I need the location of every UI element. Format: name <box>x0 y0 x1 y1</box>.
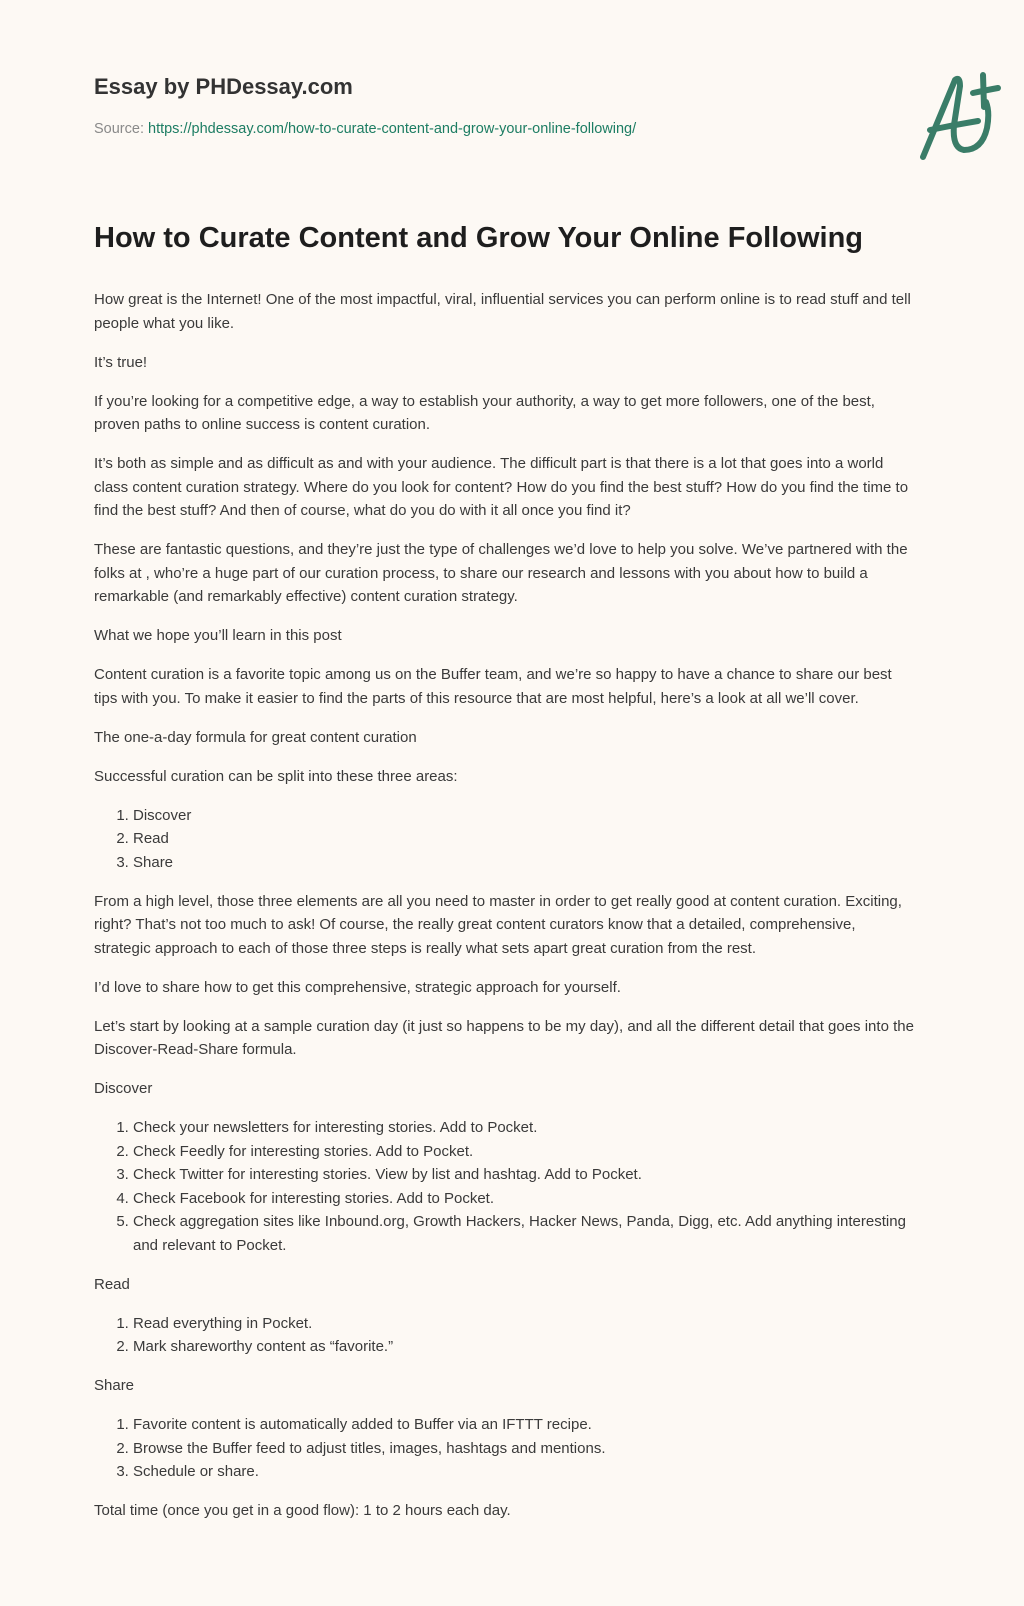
paragraph: Total time (once you get in a good flow): 1 to 2 hours each day. <box>94 1502 511 1519</box>
list-item: 1. Discover <box>133 804 916 828</box>
paragraph: How great is the Internet! One of the most impactful, viral, influential services you can perform online is to read stuff and tell people what you like. <box>94 291 911 332</box>
list-item: 4. Check Facebook for interesting stories. Add to Pocket. <box>133 1187 916 1211</box>
paragraph: Discover <box>94 1080 153 1097</box>
site-title: Essay by PHDessay.com <box>94 74 353 99</box>
list-item: 2. Check Feedly for interesting stories. Add to Pocket. <box>133 1140 916 1164</box>
numbered-list <box>94 1312 916 1359</box>
list-item: 5. Check aggregation sites like Inbound.org, Growth Hackers, Hacker News, Panda, Digg, etc. Add anything interesting and relevant to Pocket. <box>133 1210 916 1257</box>
source-label: Source: <box>94 121 148 137</box>
numbered-list <box>94 804 916 875</box>
list-item: 3. Schedule or share. <box>133 1460 916 1484</box>
list-item: 3. Check Twitter for interesting stories. View by list and hashtag. Add to Pocket. <box>133 1163 916 1187</box>
list-item: 1. Check your newsletters for interesting stories. Add to Pocket. <box>133 1116 916 1140</box>
list-item: 3. Share <box>133 851 916 875</box>
paragraph: I’d love to share how to get this comprehensive, strategic approach for yourself. <box>94 978 621 996</box>
paragraph: These are fantastic questions, and they’re just the type of challenges we’d love to help you solve. We’ve partnered with the folks at , who’re a huge part of our curation process, to share our research and lessons with you about how to build a remarkable (and remarkably effective) content curation strategy. <box>94 541 908 605</box>
numbered-list <box>94 1116 916 1257</box>
paragraph: If you’re looking for a competitive edge, a way to establish your authority, a way to get more followers, one of the best, proven paths to online success is content curation. <box>94 392 875 433</box>
paragraph: It’s true! <box>94 353 148 371</box>
paragraph: The one-a-day formula for great content curation <box>94 728 417 746</box>
source-link[interactable]: https://phdessay.com/how-to-curate-content-and-grow-your-online-following/ <box>148 121 637 137</box>
list-item: 2. Read <box>133 827 916 851</box>
list-item: 1. Favorite content is automatically added to Buffer via an IFTTT recipe. <box>133 1413 916 1437</box>
article-title: How to Curate Content and Grow Your Online Following <box>94 222 864 254</box>
paragraph: Let’s start by looking at a sample curation day (it just so happens to be my day), and all the different detail that goes into the Discover-Read-Share formula. <box>94 1017 914 1058</box>
numbered-list <box>94 1413 916 1484</box>
list-item: 2. Browse the Buffer feed to adjust titles, images, hashtags and mentions. <box>133 1437 916 1461</box>
paragraph: Successful curation can be split into these three areas: <box>94 767 458 785</box>
paragraph: Read <box>94 1275 130 1293</box>
a-plus-logo-icon <box>894 70 1014 170</box>
paragraph: Content curation is a favorite topic among us on the Buffer team, and we’re so happy to have a chance to share our best tips with you. To make it easier to find the parts of this resource that are most helpful, here’s a look at all we’ll cover. <box>94 666 892 707</box>
article-body <box>94 288 916 1523</box>
list-item: 2. Mark shareworthy content as “favorite.” <box>133 1335 916 1359</box>
paragraph: It’s both as simple and as difficult as and with your audience. The difficult part is that there is a lot that goes into a world class content curation strategy. Where do you look for content? How do you find the best stuff? How do you find the time to find the best stuff? And then of course, what do you do with it all once you find it? <box>94 455 909 519</box>
paragraph: What we hope you’ll learn in this post <box>94 627 342 644</box>
article <box>94 218 916 1538</box>
list-item: 1. Read everything in Pocket. <box>133 1312 916 1336</box>
paragraph: Share <box>94 1377 135 1394</box>
source-line <box>94 121 636 137</box>
paragraph: From a high level, those three elements are all you need to master in order to get really good at content curation. Exciting, right? That’s not too much to ask! Of course, the really great content curators know that a detailed, comprehensive, strategic approach to each of those three steps is really what sets apart great curation from the rest. <box>94 892 902 957</box>
